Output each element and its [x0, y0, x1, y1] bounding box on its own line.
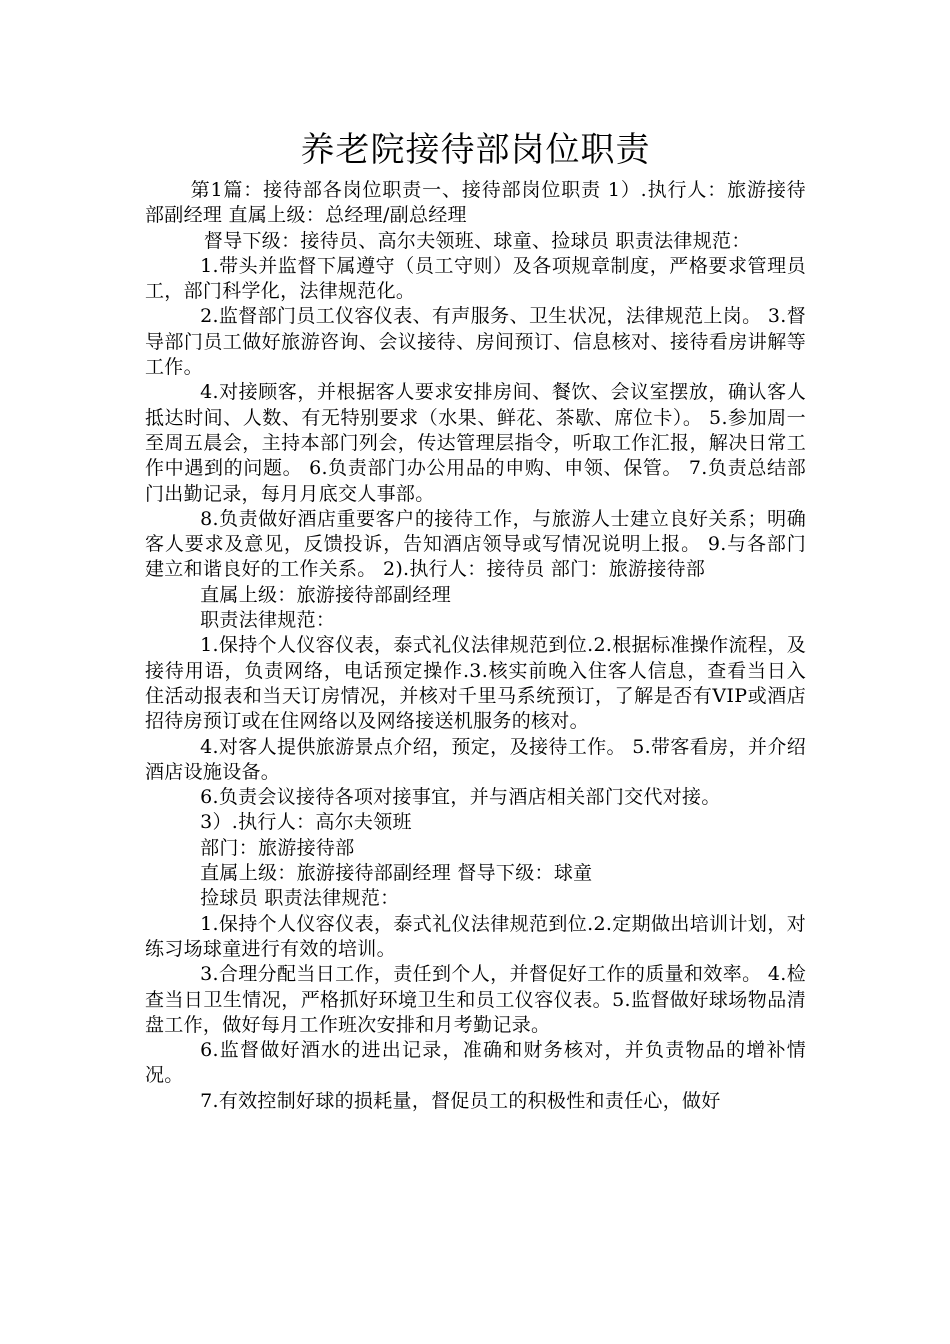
paragraph-5: 4.对接顾客，并根据客人要求安排房间、餐饮、会议室摆放，确认客人抵达时间、人数、有无特别要求（水果、鲜花、茶歇、席位卡）。 5.参加周一至周五晨会，主持本部门列会，传达管理层指令，听取工作汇报，解决日常工作中遇到的问题。 6.负责部门办公用品的申购、申领、保管。 7.负责总结部门出勤记录，每月月底交人事部。	[145, 381, 806, 505]
paragraph-18: 6.监督做好酒水的进出记录，准确和财务核对，并负责物品的增补情况。	[145, 1039, 806, 1087]
document-body	[145, 178, 806, 1114]
paragraph-12: 3）.执行人：高尔夫领班	[200, 811, 412, 834]
paragraph-17: 3.合理分配当日工作，责任到个人，并督促好工作的质量和效率。 4.检查当日卫生情况，严格抓好环境卫生和员工仪容仪表。5.监督做好球场物品清盘工作，做好每月工作班次安排和月考勤记录。	[145, 963, 806, 1036]
paragraph-16: 1.保持个人仪容仪表，泰式礼仪法律规范到位.2.定期做出培训计划，对练习场球童进行有效的培训。	[145, 912, 806, 960]
paragraph-8: 职责法律规范：	[200, 609, 336, 632]
paragraph-6: 8.负责做好酒店重要客户的接待工作，与旅游人士建立良好关系；明确客人要求及意见，反馈投诉，告知酒店领导或写情况说明上报。 9.与各部门建立和谐良好的工作关系。 2).执行人：接待员 部门：旅游接待部	[145, 507, 806, 581]
paragraph-2: 督导下级：接待员、高尔夫领班、球童、捡球员 职责法律规范：	[203, 229, 751, 252]
paragraph-19: 7.有效控制好球的损耗量，督促员工的积极性和责任心，做好	[200, 1089, 721, 1112]
paragraph-4: 2.监督部门员工仪容仪表、有声服务、卫生状况，法律规范上岗。 3.督导部门员工做好旅游咨询、会议接待、房间预订、信息核对、接待看房讲解等工作。	[145, 305, 806, 379]
paragraph-7: 直属上级：旅游接待部副经理	[200, 583, 451, 606]
paragraph-1: 第1篇：接待部各岗位职责一、接待部岗位职责 1）.执行人：旅游接待部副经理 直属上级：总经理/副总经理	[145, 179, 806, 227]
paragraph-3: 1.带头并监督下属遵守（员工守则）及各项规章制度，严格要求管理员工，部门科学化，法律规范化。	[145, 254, 806, 303]
paragraph-10: 4.对客人提供旅游景点介绍，预定，及接待工作。 5.带客看房，并介绍酒店设施设备。	[145, 735, 806, 783]
paragraph-15: 捡球员 职责法律规范：	[200, 887, 400, 910]
paragraph-14: 直属上级：旅游接待部副经理 督导下级：球童	[200, 862, 593, 885]
document-title: 养老院接待部岗位职责	[300, 130, 651, 170]
paragraph-9: 1.保持个人仪容仪表，泰式礼仪法律规范到位.2.根据标准操作流程，及接待用语，负责网络，电话预定操作.3.核实前晚入住客人信息，查看当日入住活动报表和当天订房情况，并核对千里马系统预订，了解是否有VIP或酒店招待房预订或在住网络以及网络接送机服务的核对。	[145, 634, 806, 733]
paragraph-11: 6.负责会议接待各项对接事宜，并与酒店相关部门交代对接。	[200, 786, 721, 809]
paragraph-13: 部门：旅游接待部	[200, 836, 355, 859]
